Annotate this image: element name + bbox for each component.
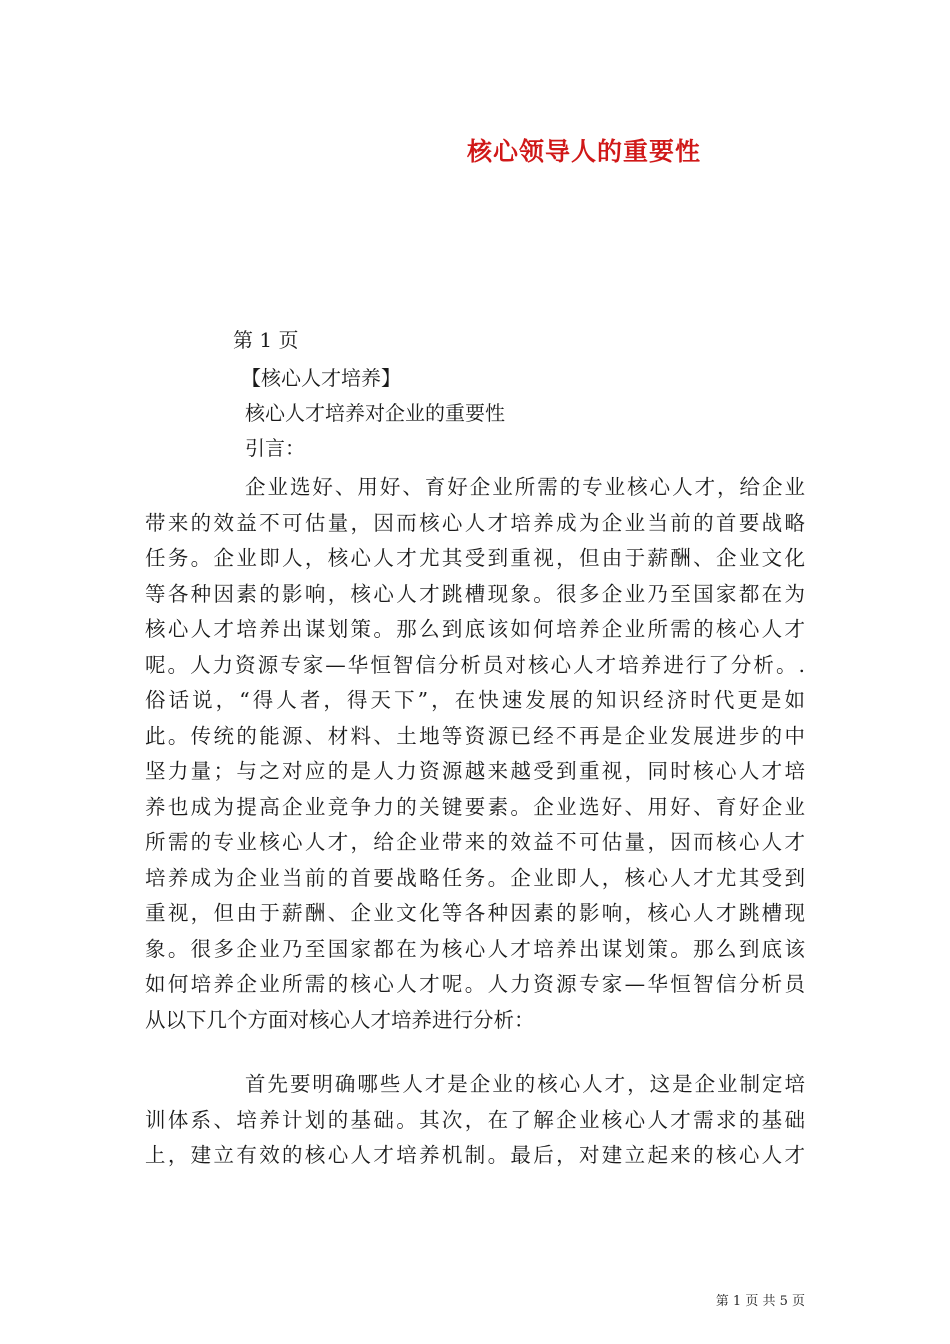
paragraph-line: 任务。企业即人，核心人才尤其受到重视，但由于薪酬、企业文化 <box>145 546 805 570</box>
paragraph-line: 核心人才培养出谋划策。那么到底该如何培养企业所需的核心人才 <box>145 617 805 641</box>
paragraph-line: 从以下几个方面对核心人才培养进行分析： <box>145 1007 535 1032</box>
page-footer: 第 1 页 共 5 页 <box>715 1294 805 1309</box>
paragraph-line: 坚力量；与之对应的是人力资源越来越受到重视，同时核心人才培 <box>145 759 805 783</box>
paragraph-line: 首先要明确哪些人才是企业的核心人才，这是企业制定培 <box>245 1072 805 1096</box>
paragraph-line: 上，建立有效的核心人才培养机制。最后，对建立起来的核心人才 <box>145 1143 805 1167</box>
paragraph-line: 所需的专业核心人才，给企业带来的效益不可估量，因而核心人才 <box>145 830 805 854</box>
paragraph-line: 培养成为企业当前的首要战略任务。企业即人，核心人才尤其受到 <box>145 865 805 890</box>
paragraph-line: 训体系、培养计划的基础。其次，在了解企业核心人才需求的基础 <box>145 1107 805 1132</box>
section-label: 【核心人才培养】 <box>241 366 401 390</box>
paragraph-line: 象。很多企业乃至国家都在为核心人才培养出谋划策。那么到底该 <box>145 936 805 961</box>
paragraph-2 <box>145 1067 805 1174</box>
document-title: 核心领导人的重要性 <box>466 137 701 166</box>
paragraph-line: 如何培养企业所需的核心人才呢。人力资源专家—华恒智信分析员 <box>145 972 805 996</box>
intro-label: 引言： <box>245 436 305 460</box>
paragraph-1 <box>145 470 805 1038</box>
paragraph-line: 养也成为提高企业竞争力的关键要素。企业选好、用好、育好企业 <box>145 794 805 819</box>
paragraph-line: 带来的效益不可估量，因而核心人才培养成为企业当前的首要战略 <box>145 510 805 535</box>
paragraph-line: 俗话说，“得人者，得天下”，在快速发展的知识经济时代更是如 <box>145 688 805 712</box>
paragraph-line: 重视，但由于薪酬、企业文化等各种因素的影响，核心人才跳槽现 <box>145 901 805 925</box>
paragraph-line: 企业选好、用好、育好企业所需的专业核心人才，给企业 <box>245 475 805 499</box>
paragraph-line: 等各种因素的影响，核心人才跳槽现象。很多企业乃至国家都在为 <box>145 581 805 606</box>
paragraph-line: 此。传统的能源、材料、土地等资源已经不再是企业发展进步的中 <box>145 723 805 748</box>
paragraph-line: 呢。人力资源专家—华恒智信分析员对核心人才培养进行了分析。. <box>145 652 805 677</box>
page-label: 第 1 页 <box>233 328 299 352</box>
subtitle: 核心人才培养对企业的重要性 <box>245 401 505 425</box>
